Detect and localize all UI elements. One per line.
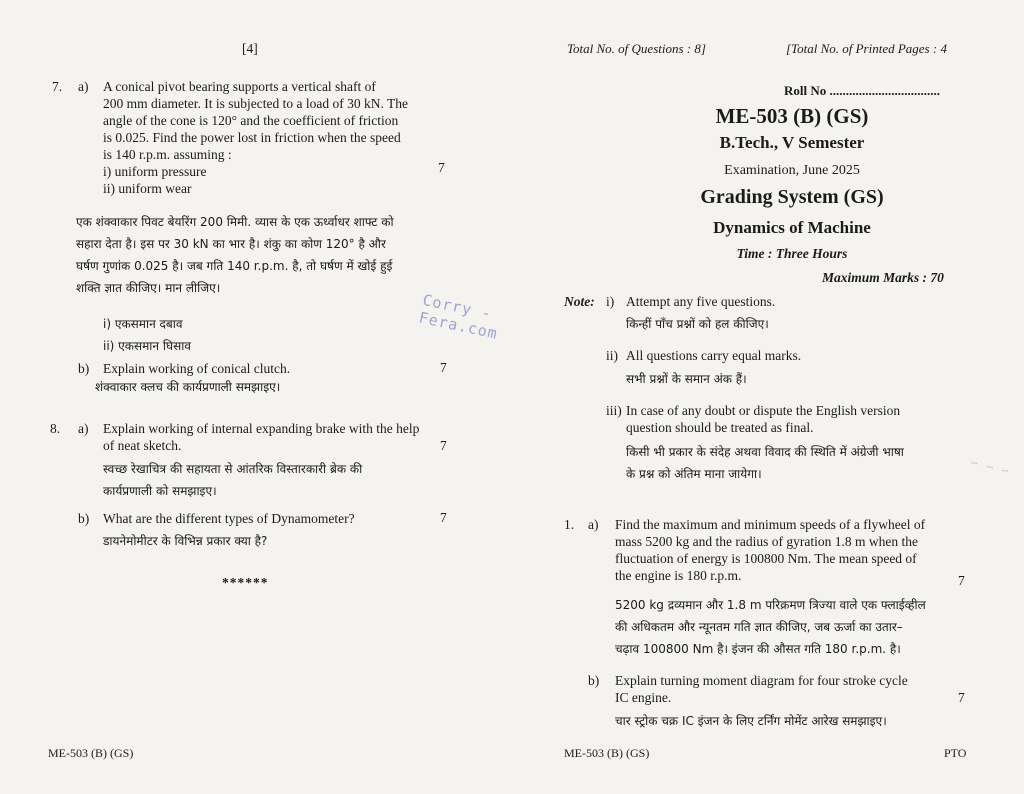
q7-b-marks: 7 <box>440 360 447 375</box>
q7-b-text: Explain working of conical clutch. <box>103 361 291 376</box>
q7-a-line: A conical pivot bearing supports a vertical shaft of <box>103 79 376 94</box>
q8-b-label: b) <box>78 511 90 526</box>
course-semester: B.Tech., V Semester <box>719 133 865 152</box>
subject-title: Dynamics of Machine <box>713 218 871 237</box>
end-of-paper-mark: ****** <box>222 575 269 590</box>
q7-a-hindi-option-ii: ii) एकसमान घिसाव <box>103 339 191 353</box>
q1-b-label: b) <box>588 673 600 688</box>
note-iii-line: question should be treated as final. <box>626 420 814 435</box>
q1-b-line: Explain turning moment diagram for four stroke cycle <box>615 673 908 688</box>
q7-a-hindi-option-i: i) एकसमान दबाव <box>103 317 183 331</box>
note-i-hindi: किन्हीं पाँच प्रश्नों को हल कीजिए। <box>626 317 769 331</box>
q1-a-line: Find the maximum and minimum speeds of a flywheel of <box>615 517 926 532</box>
maximum-marks: Maximum Marks : 70 <box>822 270 944 285</box>
note-ii-label: ii) <box>606 348 618 363</box>
q7-a-option-i: i) uniform pressure <box>103 164 207 179</box>
examination-date: Examination, June 2025 <box>724 163 860 178</box>
exam-time: Time : Three Hours <box>736 246 848 261</box>
q8-a-text <box>103 420 458 454</box>
note-label: Note: <box>564 294 595 309</box>
q1-a-text <box>615 516 975 584</box>
q8-a-hindi <box>103 458 458 502</box>
q7-a-label: a) <box>78 79 89 94</box>
note-iii-hindi <box>626 441 986 485</box>
please-turn-over: PTO <box>944 746 967 760</box>
q8-b-hindi: डायनेमोमीटर के विभिन्न प्रकार क्या है? <box>103 534 268 548</box>
q8-a-line: of neat sketch. <box>103 438 182 453</box>
q1-a-line: mass 5200 kg and the radius of gyration 1.8 m when the <box>615 534 918 549</box>
q1-a-hindi-line: की अधिकतम और न्यूनतम गति ज्ञात कीजिए, जब ऊर्जा का उतार– <box>615 620 903 634</box>
right-footer-code: ME-503 (B) (GS) <box>564 746 650 760</box>
note-iii-label: iii) <box>606 403 622 418</box>
q1-b-hindi: चार स्ट्रोक चक्र IC इंजन के लिए टर्निंग मोमेंट आरेख समझाइए। <box>615 714 887 728</box>
note-i-label: i) <box>606 294 615 309</box>
note-ii-text: All questions carry equal marks. <box>626 348 802 363</box>
q1-a-line: the engine is 180 r.p.m. <box>615 568 742 583</box>
q8-a-line: Explain working of internal expanding brake with the help <box>103 421 420 436</box>
question-number-7: 7. <box>52 79 63 94</box>
q1-a-hindi-line: 5200 kg द्रव्यमान और 1.8 m परिक्रमण त्रिज्या वाले एक फ्लाईव्हील <box>615 598 926 612</box>
total-questions: Total No. of Questions : 8] <box>567 41 706 56</box>
q7-b-hindi: शंक्वाकार क्लच की कार्यप्रणाली समझाइए। <box>95 380 281 394</box>
q7-a-marks: 7 <box>438 160 445 175</box>
q1-a-hindi-line: चढ़ाव 100800 Nm है। इंजन की औसत गति 180 r.p.m. है। <box>615 642 901 656</box>
q1-b-text <box>615 672 975 706</box>
q7-a-line: angle of the cone is 120° and the coefficient of friction <box>103 113 399 128</box>
q8-b-text: What are the different types of Dynamometer? <box>103 511 355 526</box>
grading-system-title: Grading System (GS) <box>700 186 884 208</box>
note-ii-hindi: सभी प्रश्नों के समान अंक हैं। <box>626 372 747 386</box>
page-number: [4] <box>242 41 258 56</box>
question-number-1: 1. <box>564 517 575 532</box>
q8-a-hindi-line: कार्यप्रणाली को समझाइए। <box>103 484 217 498</box>
q7-b-label: b) <box>78 361 90 376</box>
q8-a-label: a) <box>78 421 89 436</box>
q1-a-marks: 7 <box>958 573 965 588</box>
paper-code: ME-503 (B) (GS) <box>715 104 869 128</box>
question-number-8: 8. <box>50 421 61 436</box>
note-i-text: Attempt any five questions. <box>626 294 776 309</box>
q7-a-hindi <box>76 211 456 299</box>
watermark-ghost: ~ ~ ~ <box>968 455 1011 480</box>
q7-a-hindi-line: एक शंक्वाकार पिवट बेयरिंग 200 मिमी. व्यास के एक ऊर्ध्वाधर शाफ्ट को <box>76 215 394 229</box>
roll-number-field: Roll No .................................. <box>784 83 940 98</box>
note-iii-line: In case of any doubt or dispute the English version <box>626 403 901 418</box>
q1-b-marks: 7 <box>958 690 965 705</box>
q8-a-hindi-line: स्वच्छ रेखाचित्र की सहायता से आंतरिक विस्तारकारी ब्रेक की <box>103 462 363 476</box>
note-iii-hindi-line: किसी भी प्रकार के संदेह अथवा विवाद की स्थिति में अंग्रेजी भाषा <box>626 445 904 459</box>
q1-a-label: a) <box>588 517 599 532</box>
q7-a-hindi-options <box>103 313 191 357</box>
left-footer-code: ME-503 (B) (GS) <box>48 746 134 760</box>
right-page <box>512 0 1024 794</box>
q7-a-line: is 0.025. Find the power lost in friction when the speed <box>103 130 401 145</box>
q7-a-hindi-line: शक्ति ज्ञात कीजिए। मान लीजिए। <box>76 281 221 295</box>
q1-a-line: fluctuation of energy is 100800 Nm. The mean speed of <box>615 551 917 566</box>
q7-a-option-ii: ii) uniform wear <box>103 181 192 196</box>
watermark-stamp: Corry -Fera.com <box>417 290 500 343</box>
q7-a-hindi-line: घर्षण गुणांक 0.025 है। जब गति 140 r.p.m. है, तो घर्षण में खोई हुई <box>76 259 393 273</box>
q7-a-text <box>103 78 453 197</box>
total-printed-pages: [Total No. of Printed Pages : 4 <box>786 41 947 56</box>
q8-b-marks: 7 <box>440 510 447 525</box>
q1-b-line: IC engine. <box>615 690 672 705</box>
q7-a-line: 200 mm diameter. It is subjected to a load of 30 kN. The <box>103 96 408 111</box>
note-iii-text <box>626 402 986 436</box>
note-iii-hindi-line: के प्रश्न को अंतिम माना जायेगा। <box>626 467 762 481</box>
q1-a-hindi <box>615 594 975 660</box>
q8-a-marks: 7 <box>440 438 447 453</box>
q7-a-line: is 140 r.p.m. assuming : <box>103 147 232 162</box>
q7-a-hindi-line: सहारा देता है। इस पर 30 kN का भार है। शंकु का कोण 120° है और <box>76 237 386 251</box>
